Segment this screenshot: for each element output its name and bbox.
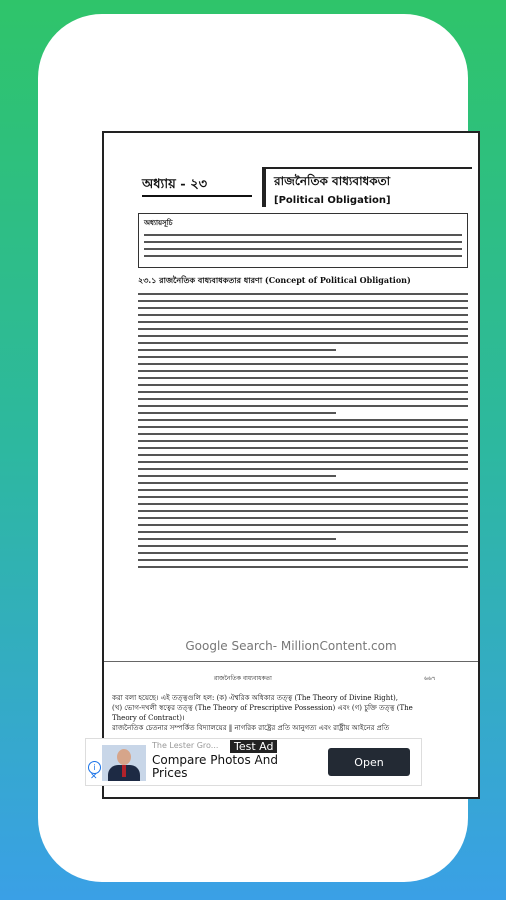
text-line (138, 433, 468, 435)
document-page[interactable] (102, 131, 480, 799)
text-line (138, 412, 336, 414)
text-line (138, 531, 468, 533)
text-line (138, 335, 468, 337)
text-line (138, 503, 468, 505)
text-line (138, 510, 468, 512)
text-line (138, 447, 468, 449)
text-line (138, 419, 468, 421)
page-number: ৬৬৭ (424, 675, 436, 682)
contents-line (144, 248, 462, 250)
text-line (138, 293, 468, 295)
text-line (138, 559, 468, 561)
contents-label: অধ্যায়সূচি (144, 219, 173, 227)
text-line (138, 300, 468, 302)
ad-sponsor: The Lester Gro... (152, 741, 219, 750)
chapter-title-en: [Political Obligation] (274, 195, 391, 206)
text-line (138, 440, 468, 442)
ad-image-head (117, 749, 131, 765)
text-line (138, 461, 468, 463)
chapter-rule (142, 195, 252, 197)
next-page-text (112, 693, 462, 733)
text-line (138, 377, 468, 379)
body-text (138, 275, 468, 625)
section-heading: ২৩.১ রাজনৈতিক বাধ্যবাধকতার ধারণা (Concept of Political Obligation) (138, 275, 411, 285)
chapter-title-box (262, 167, 472, 207)
text-line: করা বলা হয়েছে। এই তত্ত্বগুলি হল: (ক) ঐশ্বরিক অধিকার তত্ত্ব (The Theory of Divine Right), (112, 694, 399, 702)
chapter-label: অধ্যায় - ২৩ (142, 177, 208, 192)
text-line (138, 328, 468, 330)
text-line (138, 349, 336, 351)
body-lines (138, 293, 468, 568)
ad-image-tie (122, 765, 126, 777)
text-line: Theory of Contract)। (112, 714, 185, 722)
watermark-text: Google Search- MillionContent.com (185, 639, 397, 653)
text-line (138, 356, 468, 358)
text-line (138, 314, 468, 316)
text-line (138, 489, 468, 491)
text-line (138, 475, 336, 477)
contents-line (144, 255, 462, 257)
chapter-header (142, 173, 442, 206)
text-line (138, 524, 468, 526)
text-line (138, 566, 468, 568)
text-line (138, 517, 468, 519)
text-line (138, 363, 468, 365)
text-line (138, 307, 468, 309)
text-line (138, 468, 468, 470)
contents-line (144, 234, 462, 236)
running-head: রাজনৈতিক বাধ্যবাধকতা (214, 675, 272, 682)
chapter-contents-box (138, 213, 468, 268)
test-ad-badge: Test Ad (230, 740, 277, 753)
info-icon[interactable]: i (88, 761, 101, 774)
text-line (138, 496, 468, 498)
text-line (138, 545, 468, 547)
open-button[interactable]: Open (328, 748, 410, 776)
text-line (138, 405, 468, 407)
text-line (138, 321, 468, 323)
text-line (138, 370, 468, 372)
chapter-title-bn: রাজনৈতিক বাধ্যবাধকতা (274, 174, 391, 188)
text-line (138, 552, 468, 554)
close-icon[interactable]: ✕ (90, 772, 98, 782)
text-line (138, 426, 468, 428)
text-line (138, 384, 468, 386)
text-line: রাজনৈতিক চেতনার সম্পর্কিত বিদ্যালয়ের ‖ নাগরিক রাষ্ট্রের প্রতি আনুগত্য এবং রাষ্ট্রীয় আইনের প্রতি (112, 724, 390, 732)
ad-banner[interactable] (85, 738, 422, 786)
ad-image (102, 745, 146, 781)
page-divider (104, 661, 478, 662)
text-line (138, 391, 468, 393)
contents-line (144, 241, 462, 243)
text-line (138, 482, 468, 484)
text-line (138, 538, 336, 540)
ad-title[interactable]: Compare Photos And Prices (152, 753, 278, 780)
text-line (138, 398, 468, 400)
text-line: (খ) ভোগ-দখলী স্বত্বের তত্ত্ব (The Theory of Prescriptive Possession) এবং (গ) চুক্তি তত্ত্ব (The (112, 704, 413, 712)
text-line (138, 342, 468, 344)
text-line (138, 454, 468, 456)
